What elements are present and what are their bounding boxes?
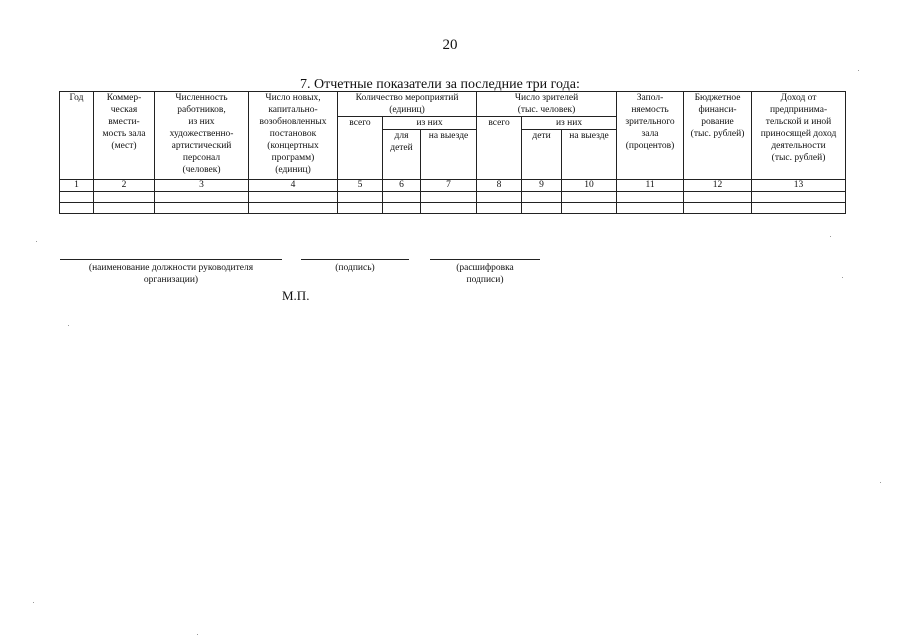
header-occupancy: [617, 92, 684, 180]
column-number: 4: [249, 180, 338, 192]
decryption-label-line: подписи): [466, 275, 504, 285]
header-budget: [684, 92, 752, 180]
position-label: [60, 262, 282, 286]
header-events-touring: на выезде: [421, 130, 477, 180]
scan-speck: [68, 325, 69, 326]
header-line: финанси-: [698, 105, 737, 115]
header-line: персонал: [182, 153, 221, 163]
table-cell[interactable]: [338, 203, 383, 214]
header-line: Доход от: [780, 93, 817, 103]
decryption-label-line: (расшифровка: [456, 263, 514, 273]
table-cell[interactable]: [155, 192, 249, 203]
table-cell[interactable]: [155, 203, 249, 214]
header-line: Число зрителей: [514, 93, 579, 103]
scan-speck: [830, 236, 831, 237]
table-cell[interactable]: [617, 203, 684, 214]
header-line: приносящей доход: [760, 129, 837, 139]
header-line: вмести-: [108, 117, 140, 127]
header-line: Запол-: [636, 93, 664, 103]
header-events-group: [338, 92, 477, 117]
table-cell[interactable]: [383, 192, 421, 203]
header-viewers-total: всего: [477, 117, 522, 180]
column-number: 8: [477, 180, 522, 192]
table-row: [60, 203, 846, 214]
header-line: (концертных: [267, 141, 319, 151]
table-cell[interactable]: [562, 192, 617, 203]
header-events-total: всего: [338, 117, 383, 180]
table-cell[interactable]: [94, 203, 155, 214]
header-line: работников,: [177, 105, 226, 115]
table-cell[interactable]: [383, 203, 421, 214]
header-line: (единиц): [389, 105, 425, 115]
position-label-line: (наименование должности руководителя: [88, 263, 254, 273]
table-row: [60, 192, 846, 203]
header-line: (тыс. рублей): [771, 153, 826, 163]
header-line: рование: [701, 117, 734, 127]
header-line: детей: [390, 143, 413, 153]
table-cell[interactable]: [421, 192, 477, 203]
table-cell[interactable]: [684, 203, 752, 214]
header-line: из них: [188, 117, 215, 127]
header-row-1: [60, 92, 846, 117]
scan-speck: [33, 602, 34, 603]
table-cell[interactable]: [752, 192, 846, 203]
stamp-label: М.П.: [282, 288, 310, 303]
header-viewers-of-which: из них: [522, 117, 617, 130]
column-number: 11: [617, 180, 684, 192]
table-cell[interactable]: [522, 203, 562, 214]
table-cell[interactable]: [421, 203, 477, 214]
header-events-of-which: из них: [383, 117, 477, 130]
column-number: 7: [421, 180, 477, 192]
column-number: 1: [60, 180, 94, 192]
header-line: Бюджетное: [694, 93, 741, 103]
signature-label-text: (подпись): [335, 263, 375, 273]
header-line: зала: [641, 129, 659, 139]
column-number: 10: [562, 180, 617, 192]
header-line: Год: [69, 93, 84, 103]
header-line: художественно-: [169, 129, 234, 139]
header-productions: [249, 92, 338, 180]
position-label-line: организации): [143, 275, 199, 285]
header-line: ческая: [110, 105, 138, 115]
header-line: программ): [271, 153, 315, 163]
header-line: Численность: [175, 93, 228, 103]
table-cell[interactable]: [94, 192, 155, 203]
column-number-row: [60, 180, 846, 192]
scan-speck: [842, 277, 843, 278]
header-line: предпринима-: [769, 105, 828, 115]
header-income: [752, 92, 846, 180]
header-line: Коммер-: [106, 93, 142, 103]
section-title: 7. Отчетные показатели за последние три года:: [300, 77, 580, 92]
header-year: [60, 92, 94, 180]
column-number: 6: [383, 180, 421, 192]
header-line: няемость: [631, 105, 669, 115]
table-cell[interactable]: [752, 203, 846, 214]
header-viewers-touring: на выезде: [562, 130, 617, 180]
header-line: капитально-: [268, 105, 318, 115]
table-cell[interactable]: [522, 192, 562, 203]
table-cell[interactable]: [249, 192, 338, 203]
header-line: (тыс. рублей): [690, 129, 745, 139]
header-line: постановок: [269, 129, 317, 139]
page-number: 20: [442, 37, 458, 53]
table-cell[interactable]: [249, 203, 338, 214]
signature-line: [301, 259, 409, 260]
header-line: (процентов): [625, 141, 675, 151]
table-cell[interactable]: [477, 203, 522, 214]
column-number: 12: [684, 180, 752, 192]
table-cell[interactable]: [684, 192, 752, 203]
signature-label: [301, 262, 409, 274]
header-line: Число новых,: [265, 93, 321, 103]
header-viewers-children: дети: [522, 130, 562, 180]
header-capacity: [94, 92, 155, 180]
header-line: мость зала: [102, 129, 146, 139]
header-line: (единиц): [275, 165, 311, 175]
table-cell[interactable]: [60, 192, 94, 203]
table-cell[interactable]: [617, 192, 684, 203]
table-cell[interactable]: [338, 192, 383, 203]
header-viewers-group: [477, 92, 617, 117]
report-table: [59, 91, 846, 214]
scan-speck: [36, 241, 37, 242]
column-number: 2: [94, 180, 155, 192]
header-line: (мест): [111, 141, 137, 151]
position-signature-line: [60, 259, 282, 260]
header-line: возобновленных: [259, 117, 327, 127]
table-cell[interactable]: [562, 203, 617, 214]
header-line: (тыс. человек): [517, 105, 576, 115]
column-number: 3: [155, 180, 249, 192]
header-line: для: [394, 131, 409, 141]
scan-speck: [197, 634, 198, 635]
header-staff: [155, 92, 249, 180]
header-line: Количество мероприятий: [355, 93, 459, 103]
column-number: 9: [522, 180, 562, 192]
scan-speck: [858, 70, 859, 71]
header-line: артистический: [171, 141, 232, 151]
scan-speck: [880, 482, 881, 483]
header-line: зрительного: [625, 117, 675, 127]
column-number: 5: [338, 180, 383, 192]
table-cell[interactable]: [60, 203, 94, 214]
decryption-label: [430, 262, 540, 286]
header-line: (человек): [182, 165, 221, 175]
header-line: тельской и иной: [765, 117, 832, 127]
table-cell[interactable]: [477, 192, 522, 203]
column-number: 13: [752, 180, 846, 192]
decryption-signature-line: [430, 259, 540, 260]
header-line: деятельности: [771, 141, 826, 151]
header-events-children: [383, 130, 421, 180]
